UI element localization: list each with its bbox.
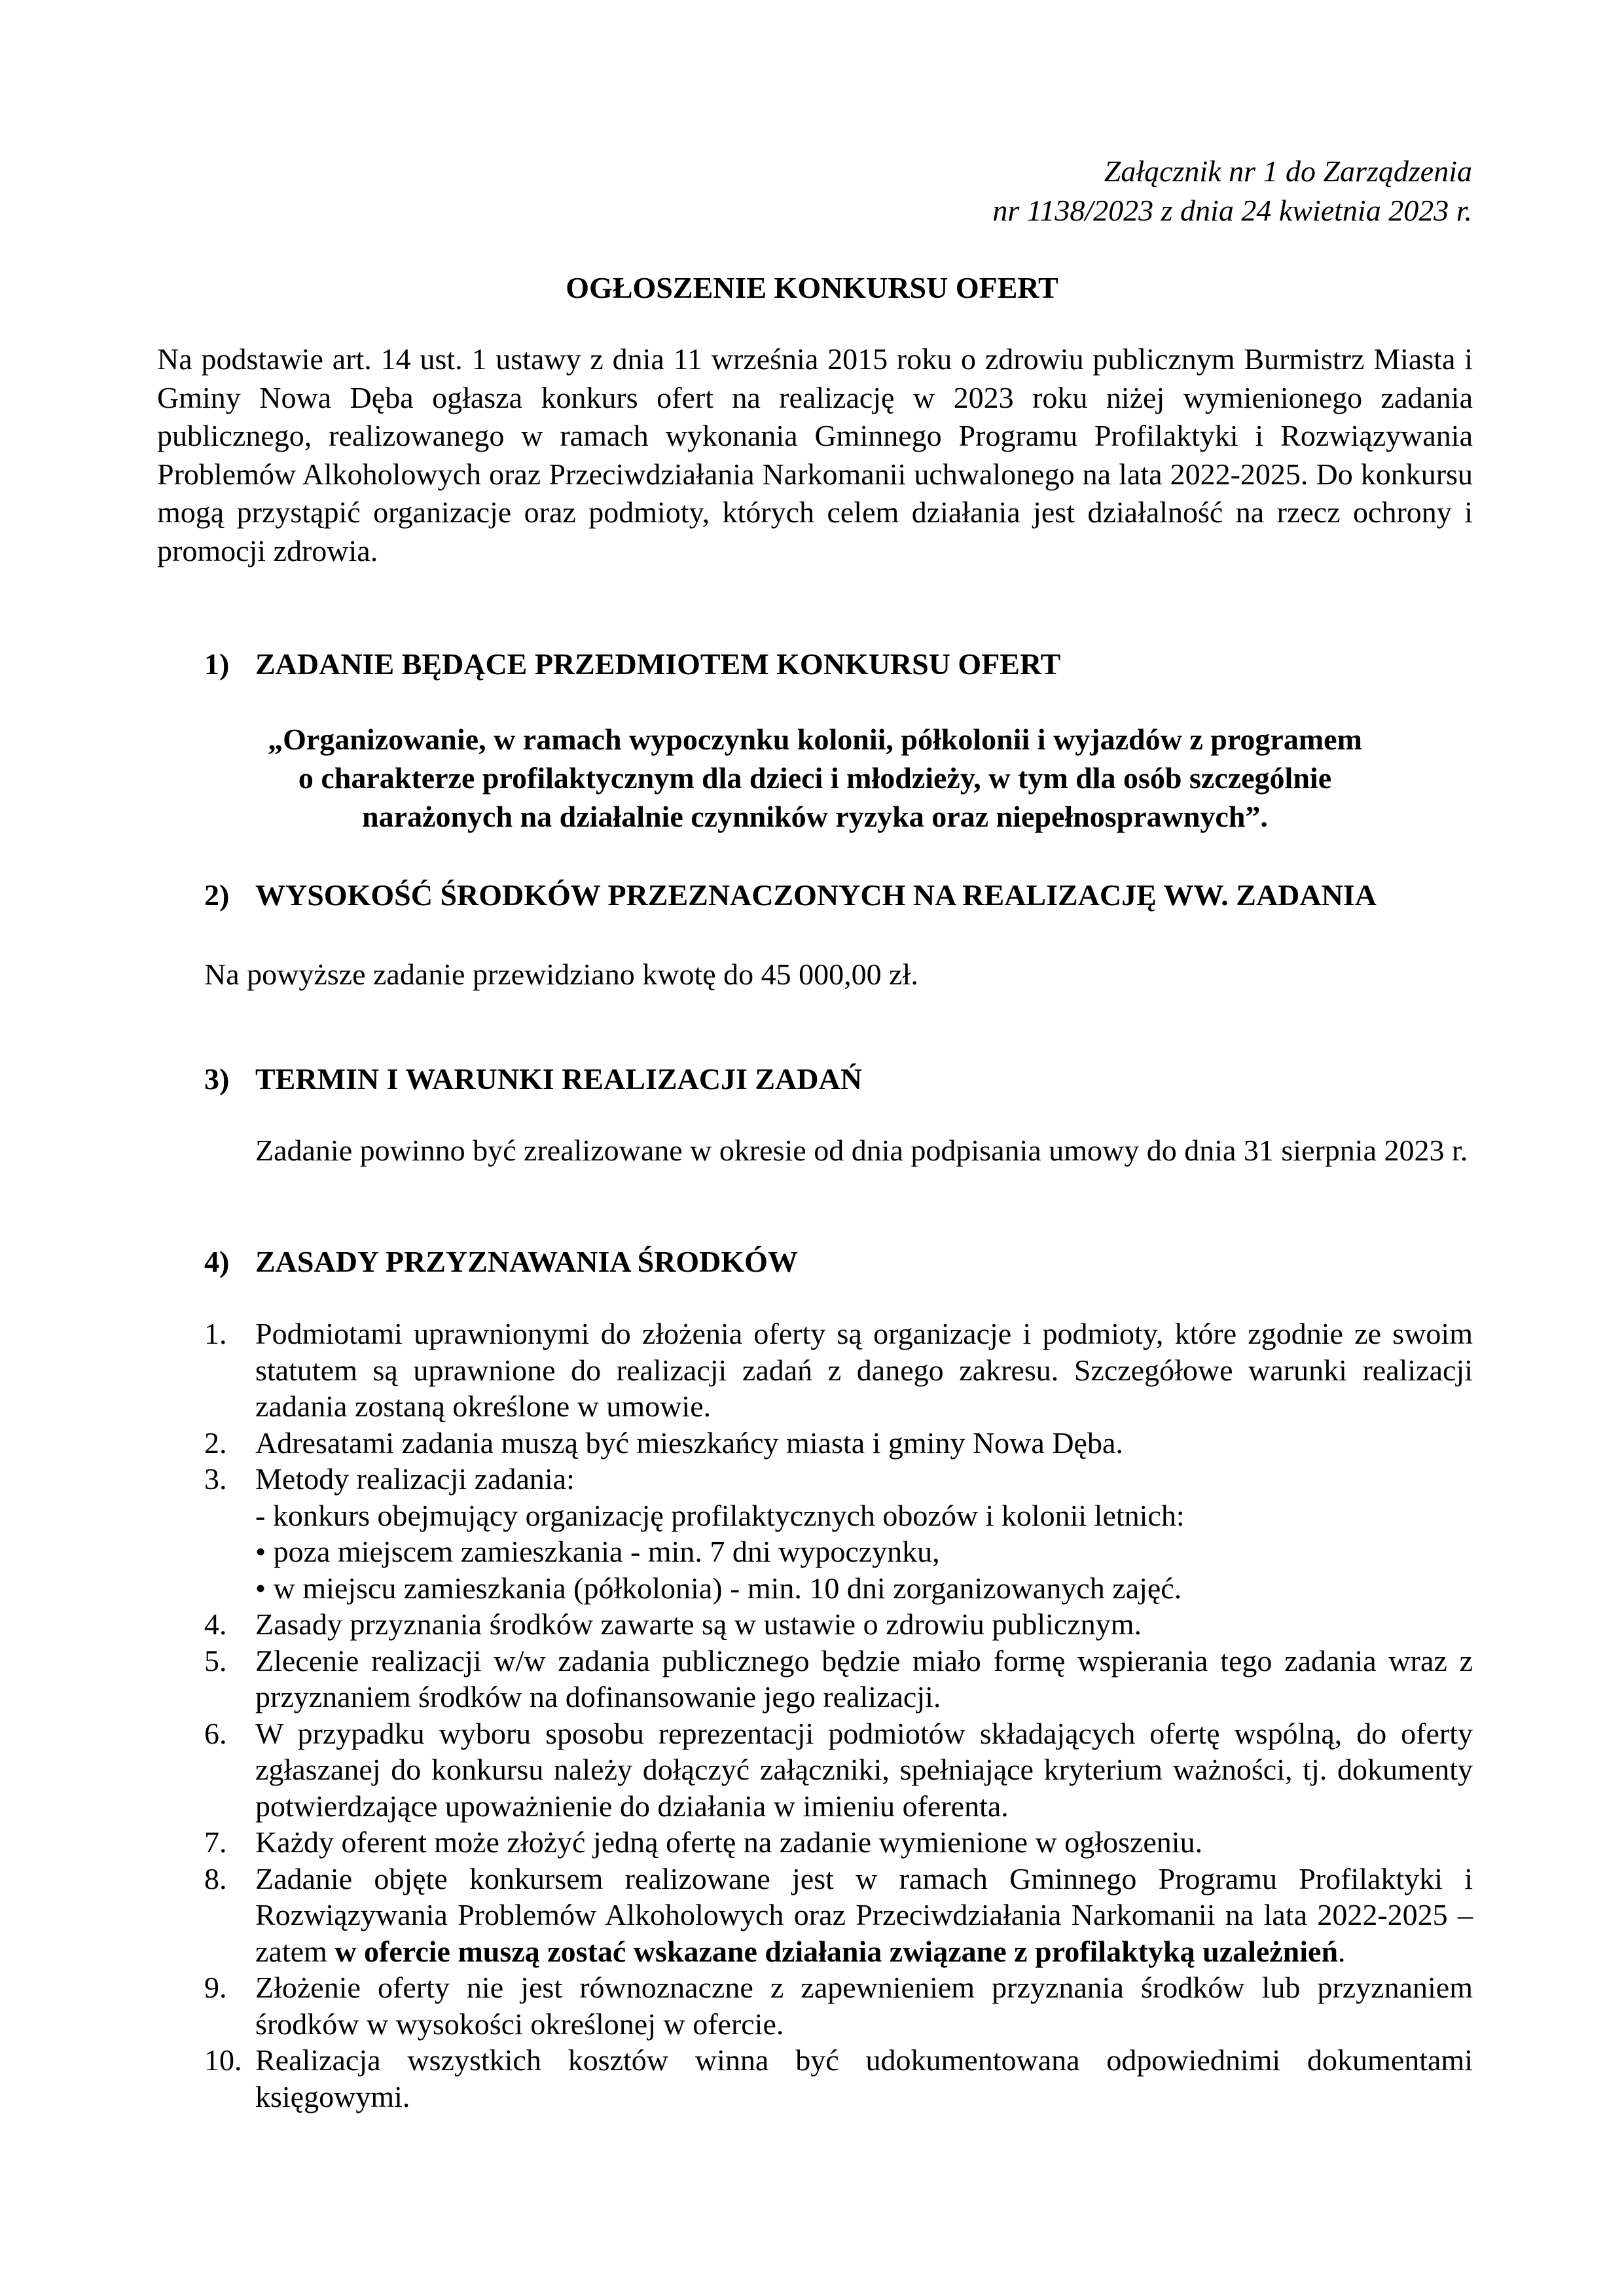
item-text: W przypadku wyboru sposobu reprezentacji podmiotów składających ofertę wspólną, do oferty zgłaszanej do konkursu należy dołączyć załączniki, spełniające kryterium ważności, tj. dokumenty potwierdzające upoważnienie do działania w imieniu oferenta.: [255, 1716, 1473, 1823]
item-text: Adresatami zadania muszą być mieszkańcy miasta i gminy Nowa Dęba.: [255, 1426, 1123, 1460]
item-number: 7.: [204, 1825, 227, 1859]
list-item: [204, 1861, 1473, 1970]
item-number: 1.: [204, 1317, 227, 1350]
list-item: [204, 1425, 1473, 1462]
item-text: Zlecenie realizacji w/w zadania publicznego będzie miało formę wspierania tego zadania wraz z przyznaniem środków na dofinansowanie jego realizacji.: [255, 1643, 1473, 1713]
item-text: Podmiotami uprawnionymi do złożenia oferty są organizacje i podmioty, które zgodnie ze swoim statutem są uprawnione do realizacji zadań z danego zakresu. Szczegółowe warunki realizacji zadania zostaną określone w umowie.: [255, 1317, 1473, 1423]
sub-item: - konkurs obejmujący organizację profilaktycznych obozów i kolonii letnich:: [255, 1498, 1185, 1532]
list-item: [204, 2042, 1473, 2115]
intro-paragraph: Na podstawie art. 14 ust. 1 ustawy z dnia 11 września 2015 roku o zdrowiu publicznym Burmistrz Miasta i Gminy Nowa Dęba ogłasza konkurs ofert na realizację w 2023 roku niżej wymienionego zadania publicznego, realizowanego w ramach wykonania Gminnego Programu Profilaktyki i Rozwiązywania Problemów Alkoholowych oraz Przeciwdziałania Narkomanii uchwalonego na lata 2022-2025. Do konkursu mogą przystąpić organizacje oraz podmioty, których celem działania jest działalność na rzecz ochrony i promocji zdrowia.: [157, 342, 1473, 567]
item-text: Każdy oferent może złożyć jedną ofertę na zadanie wymienione w ogłoszeniu.: [255, 1825, 1203, 1859]
document-title: OGŁOSZENIE KONKURSU OFERT: [566, 271, 1058, 304]
deadline-text: Zadanie powinno być zrealizowane w okresie od dnia podpisania umowy do dnia 31 sierpnia 2023 r.: [255, 1134, 1468, 1167]
sub-item-bullet: • poza miejscem zamieszkania - min. 7 dni wypoczynku,: [255, 1535, 940, 1568]
item-text-emphasis: w ofercie muszą zostać wskazane działania związane z profilaktyką uzależnień: [334, 1934, 1339, 1968]
quote-line: o charakterze profilaktycznym dla dzieci i młodzieży, w tym dla osób szczególnie: [298, 761, 1332, 795]
quote-line: narażonych na działalnie czynników ryzyka oraz niepełnosprawnych”.: [362, 800, 1268, 833]
section-number: 4): [204, 1245, 230, 1278]
item-text: Zasady przyznania środków zawarte są w ustawie o zdrowiu publicznym.: [255, 1607, 1142, 1641]
item-number: 3.: [204, 1462, 227, 1496]
attachment-header-line1: Załącznik nr 1 do Zarządzenia: [1104, 154, 1472, 188]
item-number: 10.: [204, 2043, 242, 2077]
list-item: [204, 1824, 1473, 1861]
section-number: 1): [204, 647, 230, 681]
section-3-heading: [204, 1060, 862, 1099]
list-item: [204, 1316, 1473, 1425]
section-4-heading: [204, 1242, 798, 1282]
item-text: Zadanie objęte konkursem realizowane jest w ramach Gminnego Programu Profilaktyki i Rozwiązywania Problemów Alkoholowych oraz Przeciwdziałania Narkomanii na lata 2022-2025 – zatem: [255, 1861, 1473, 1968]
section-1-heading: [204, 645, 1060, 684]
list-item: [204, 1969, 1473, 2042]
quote-line: „Organizowanie, w ramach wypoczynku kolonii, półkolonii i wyjazdów z programem: [268, 723, 1362, 756]
section-number: 3): [204, 1062, 230, 1096]
item-text: Metody realizacji zadania:: [255, 1462, 575, 1496]
section-2-heading: [204, 876, 1377, 915]
item-number: 6.: [204, 1716, 227, 1750]
sub-item-bullet: • w miejscu zamieszkania (półkolonia) - min. 10 dni zorganizowanych zajęć.: [255, 1571, 1182, 1605]
item-text-end: .: [1338, 1934, 1346, 1968]
item-number: 8.: [204, 1861, 227, 1895]
item-number: 9.: [204, 1971, 227, 2004]
item-number: 4.: [204, 1607, 227, 1641]
attachment-header: [992, 152, 1472, 230]
list-item: [204, 1461, 1473, 1606]
section-number: 2): [204, 878, 230, 912]
item-text: Realizacja wszystkich kosztów winna być udokumentowana odpowiednimi dokumentami księgowymi.: [255, 2043, 1473, 2113]
item-number: 5.: [204, 1643, 227, 1677]
section-title: TERMIN I WARUNKI REALIZACJI ZADAŃ: [255, 1062, 862, 1096]
rules-list: [204, 1316, 1473, 2115]
task-quote: [157, 720, 1473, 836]
section-title: WYSOKOŚĆ ŚRODKÓW PRZEZNACZONYCH NA REALIZACJĘ WW. ZADANIA: [255, 878, 1377, 912]
funding-amount-text: Na powyższe zadanie przewidziano kwotę do 45 000,00 zł.: [204, 958, 918, 991]
list-item: [204, 1715, 1473, 1825]
section-title: ZASADY PRZYZNAWANIA ŚRODKÓW: [255, 1245, 798, 1278]
list-item: [204, 1606, 1473, 1643]
item-number: 2.: [204, 1426, 227, 1460]
section-title: ZADANIE BĘDĄCE PRZEDMIOTEM KONKURSU OFERT: [255, 647, 1061, 681]
item-text: Złożenie oferty nie jest równoznaczne z zapewnieniem przyznania środków lub przyznaniem środków w wysokości określonej w ofercie.: [255, 1971, 1473, 2041]
attachment-header-line2: nr 1138/2023 z dnia 24 kwietnia 2023 r.: [992, 194, 1472, 227]
list-item: [204, 1643, 1473, 1715]
